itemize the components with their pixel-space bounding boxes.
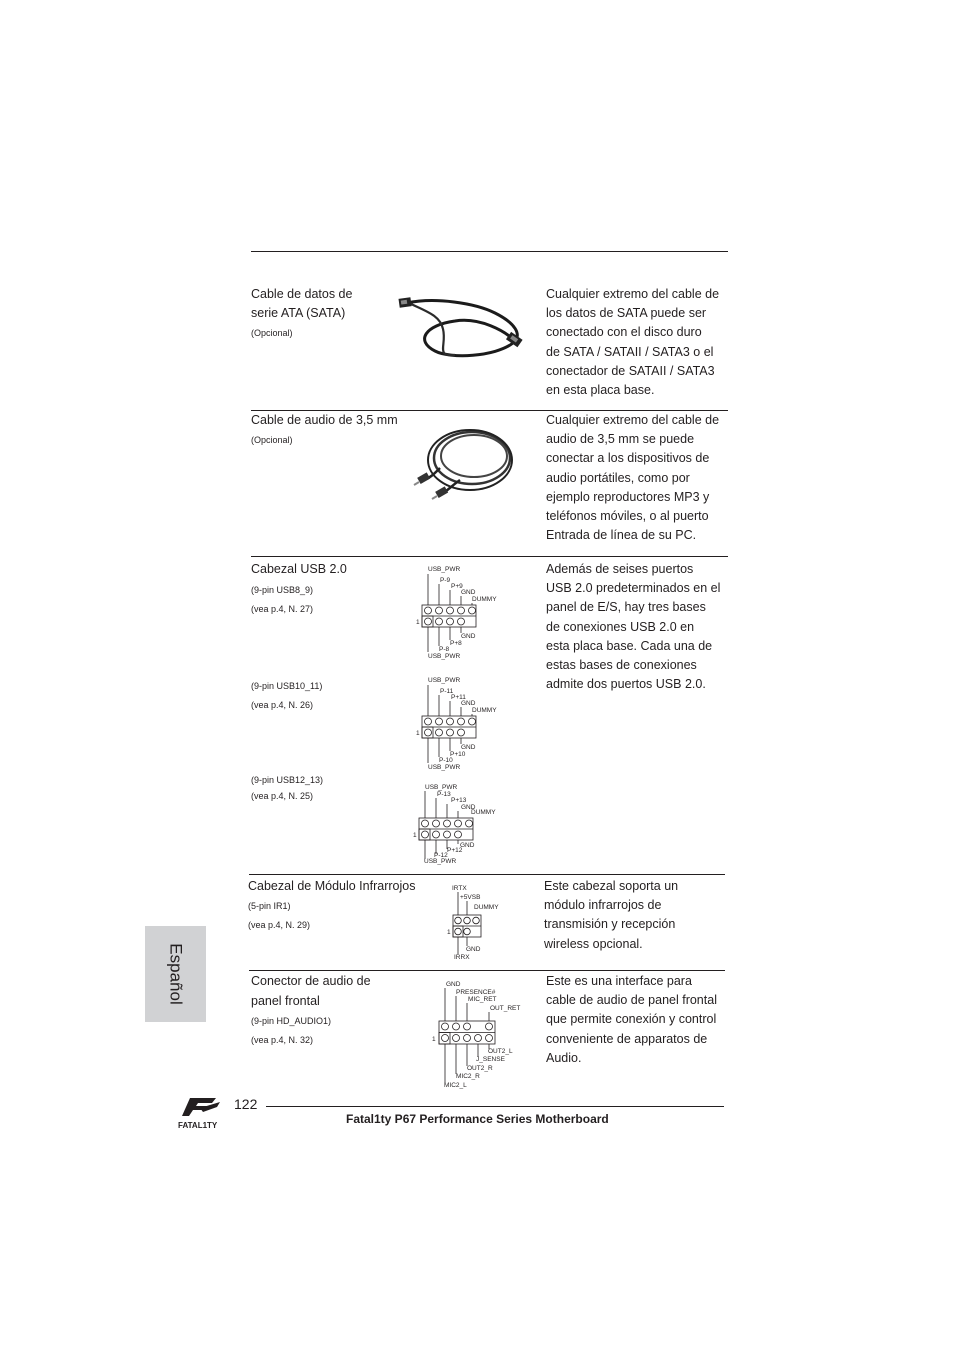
pin-label-gnd: GND	[461, 744, 476, 751]
usb-title: Cabezal USB 2.0	[251, 562, 347, 576]
language-tab-label: Español	[166, 943, 186, 1005]
infrared-description: Este cabezal soporta un módulo infrarrojos de transmisión y recepción wireless opcional.	[544, 879, 679, 951]
pin-1-marker: 1	[432, 1036, 436, 1043]
footer-rule	[266, 1106, 724, 1107]
audio-cable-description: Cualquier extremo del cable de audio de 3,5 mm se puede conectar a los dispositivos de audio portátiles, como por ejemplo reproductores MP3 y teléfonos móviles, o al puerto Entrada de línea de su PC.	[546, 413, 720, 543]
infrared-pin: (5-pin IR1)	[248, 901, 291, 911]
usb-header-1-pin: (9-pin USB8_9)	[251, 585, 314, 595]
pin-label-mic2-r: MIC2_R	[456, 1073, 480, 1080]
pin-1-marker: 1	[416, 730, 420, 737]
usb-header-3-pin: (9-pin USB12_13)	[251, 775, 324, 785]
logo-text: FATAL1TY	[178, 1121, 218, 1130]
usb-header-3-diagram	[411, 781, 511, 869]
usb-header-2-diagram	[414, 674, 514, 774]
pin-label-presence: PRESENCE#	[456, 989, 496, 996]
usb-header-3-ref: (vea p.4, N. 25)	[251, 791, 314, 801]
page-number: 122	[234, 1096, 258, 1112]
usb-description: Además de seises puertos USB 2.0 predeterminados en el panel de E/S, hay tres bases de conexiones USB 2.0 en esta placa base. Cada una de estas bases de conexiones admite dos puertos USB 2.0.	[546, 562, 721, 692]
pin-label-p-minus: P-8	[439, 646, 450, 653]
pin-label-dummy: DUMMY	[474, 904, 499, 911]
pin-label-gnd: GND	[461, 633, 476, 640]
pin-label-usb-pwr: USB_PWR	[428, 677, 461, 684]
pin-label-mic2-l: MIC2_L	[444, 1082, 467, 1089]
top-divider	[251, 251, 728, 252]
front-audio-pin: (9-pin HD_AUDIO1)	[251, 1016, 332, 1026]
audio-cable-image	[410, 418, 520, 508]
pin-label-usb-pwr: USB_PWR	[428, 566, 461, 573]
sata-title: Cable de datos de serie ATA (SATA)	[251, 287, 353, 320]
sata-optional-note: (Opcional)	[251, 328, 293, 338]
pin-1-marker: 1	[447, 929, 451, 936]
pin-label-5vsb: +5VSB	[460, 894, 481, 901]
pin-label-p-minus: P-11	[440, 688, 454, 695]
pin-label-gnd: GND	[461, 700, 476, 707]
pin-label-dummy: DUMMY	[472, 596, 497, 603]
infrared-ref: (vea p.4, N. 29)	[248, 920, 311, 930]
section-divider	[249, 970, 725, 971]
pin-1-marker: 1	[416, 619, 420, 626]
pin-label-usb-pwr: USB_PWR	[428, 764, 461, 771]
infrared-header-diagram	[446, 880, 516, 962]
pin-label-p-minus: P-9	[440, 577, 451, 584]
pin-label-usb-pwr: USB_PWR	[425, 784, 458, 791]
pin-label-gnd: GND	[446, 981, 461, 988]
pin-1-marker: 1	[413, 832, 417, 839]
pin-label-usb-pwr: USB_PWR	[428, 653, 461, 660]
sata-cable-image	[395, 285, 545, 365]
audio-cable-title: Cable de audio de 3,5 mm	[251, 413, 398, 427]
pin-label-gnd: GND	[461, 804, 476, 811]
pin-label-out-ret: OUT_RET	[490, 1005, 521, 1012]
front-audio-description: Este es una interface para cable de audio de panel frontal que permite conexión y control conveniente de apparatos de Audio.	[546, 974, 717, 1065]
pin-label-p-plus: P+13	[451, 797, 467, 804]
front-audio-header-diagram	[430, 976, 530, 1090]
sata-description: Cualquier extremo del cable de los datos de SATA puede ser conectado con el disco duro de SATA / SATAII / SATA3 o el conectador de SATAII / SATA3 en esta placa base.	[546, 287, 720, 398]
pin-label-out2-l: OUT2_L	[488, 1048, 513, 1055]
pin-label-p-plus: P+9	[451, 583, 463, 590]
pin-label-irtx: IRTX	[452, 885, 467, 892]
pin-label-p-minus: P-13	[437, 791, 451, 798]
pin-label-dummy: DUMMY	[471, 809, 496, 816]
usb-header-2-ref: (vea p.4, N. 26)	[251, 700, 314, 710]
pin-label-p-plus: P+8	[450, 640, 462, 647]
pin-label-p-minus: P-12	[434, 852, 448, 859]
pin-label-mic-ret: MIC_RET	[468, 996, 497, 1003]
pin-label-j-sense: J_SENSE	[476, 1056, 505, 1063]
pin-label-dummy: DUMMY	[472, 707, 497, 714]
infrared-title: Cabezal de Módulo Infrarrojos	[248, 879, 416, 893]
pin-label-p-plus: P+10	[450, 751, 466, 758]
usb-header-1-ref: (vea p.4, N. 27)	[251, 604, 314, 614]
front-audio-ref: (vea p.4, N. 32)	[251, 1035, 314, 1045]
pin-label-p-plus: P+11	[451, 694, 466, 701]
fatal1ty-logo	[176, 1094, 232, 1134]
footer-title: Fatal1ty P67 Performance Series Motherboard	[346, 1112, 609, 1126]
pin-label-gnd: GND	[461, 589, 476, 596]
pin-label-out2-r: OUT2_R	[467, 1065, 493, 1072]
pin-label-p-minus: P-10	[439, 757, 453, 764]
pin-label-p-plus: P+12	[447, 847, 463, 854]
pin-label-usb-pwr: USB_PWR	[424, 858, 457, 865]
pin-label-gnd: GND	[466, 946, 481, 953]
section-divider	[251, 556, 728, 557]
front-audio-title: Conector de audio de panel frontal	[251, 974, 371, 1008]
pin-label-gnd: GND	[460, 842, 475, 849]
pin-label-irrx: IRRX	[454, 954, 470, 961]
usb-header-2-pin: (9-pin USB10_11)	[251, 681, 323, 691]
usb-header-1-diagram	[414, 563, 514, 663]
section-divider	[249, 874, 725, 875]
audio-cable-optional-note: (Opcional)	[251, 435, 293, 445]
